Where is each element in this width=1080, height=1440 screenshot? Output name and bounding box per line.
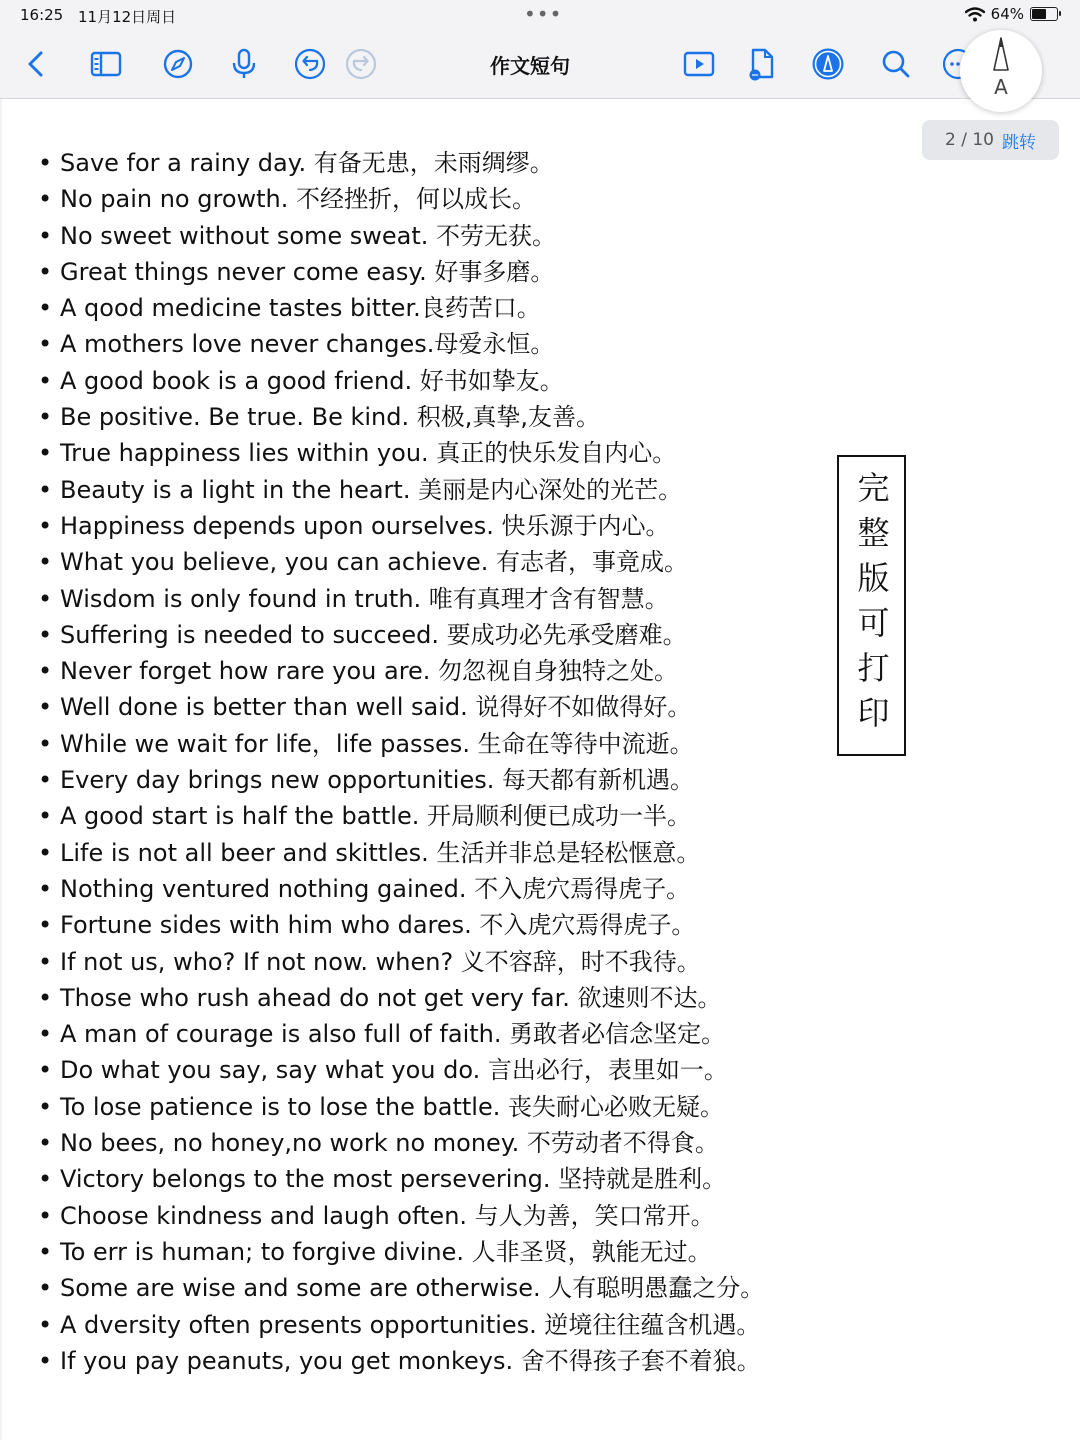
bullet-icon: • [38, 1274, 53, 1303]
bullet-icon: • [38, 1129, 53, 1158]
bullet-icon: • [38, 1092, 53, 1121]
bullet-icon: • [38, 693, 53, 722]
wifi-icon [965, 7, 985, 22]
sentence-text: A mothers love never changes.母爱永恒。 [60, 330, 555, 359]
sentence-text: If you pay peanuts, you get monkeys. 舍不得孩子套不着狼。 [60, 1346, 761, 1375]
microphone-icon[interactable] [226, 46, 262, 82]
sentence-text: No pain no growth. 不经挫折，何以成长。 [60, 185, 537, 214]
sentence-text: What you believe, you can achieve. 有志者，事竟成。 [60, 548, 688, 577]
sentence-item [38, 399, 764, 435]
bullet-icon: • [38, 439, 53, 468]
undo-icon[interactable] [292, 46, 328, 82]
sidebar-icon[interactable] [88, 46, 124, 82]
back-icon[interactable] [18, 46, 54, 82]
bullet-icon: • [38, 1237, 53, 1266]
bullet-icon: • [38, 584, 53, 613]
bullet-icon: • [38, 983, 53, 1012]
jump-button[interactable]: 跳转 [1001, 132, 1036, 153]
sentence-item [38, 181, 764, 217]
multitasking-dots-icon[interactable]: ••• [524, 2, 563, 26]
bullet-icon: • [38, 1020, 53, 1049]
sentence-item [38, 835, 764, 871]
sentence-item [38, 1270, 764, 1306]
sentence-text: Happiness depends upon ourselves. 快乐源于内心。 [60, 511, 670, 540]
status-time: 16:25 [20, 6, 64, 24]
sentence-text: No bees, no honey,no work no money. 不劳动者不得食。 [60, 1129, 719, 1158]
pencil-label: A [994, 75, 1008, 99]
sentence-item [38, 798, 764, 834]
bullet-icon: • [38, 366, 53, 395]
sentence-text: Life is not all beer and skittles. 生活并非总是轻松惬意。 [60, 838, 701, 867]
sentence-text: Never forget how rare you are. 勿忽视自身独特之处。 [60, 657, 679, 686]
status-date: 11月12日周日 [78, 8, 177, 26]
sentence-text: A qood medicine tastes bitter.良药苦口。 [60, 294, 541, 323]
sentence-item [38, 544, 764, 580]
bullet-icon: • [38, 511, 53, 540]
bullet-icon: • [38, 330, 53, 359]
sentence-item [38, 508, 764, 544]
document-share-icon[interactable] [744, 46, 780, 82]
sentence-text: Beauty is a light in the heart. 美丽是内心深处的光芒。 [60, 475, 683, 504]
sentence-text: Suffering is needed to succeed. 要成功必先承受磨难。 [60, 620, 687, 649]
bullet-icon: • [38, 729, 53, 758]
stamp-text: 完整版可打印 [852, 470, 891, 741]
sentence-text: Wisdom is only found in truth. 唯有真理才含有智慧。 [60, 584, 669, 613]
bullet-icon: • [38, 802, 53, 831]
sentence-text: To lose patience is to lose the battle. 丧失耐心必败无疑。 [60, 1092, 724, 1121]
sentence-item [38, 145, 764, 181]
sentence-item [38, 689, 764, 725]
sentence-text: A man of courage is also full of faith. 勇敢者必信念坚定。 [60, 1020, 726, 1049]
pencil-icon [960, 30, 1042, 112]
bullet-icon: • [38, 403, 53, 432]
sentence-item [38, 762, 764, 798]
sentence-item [38, 472, 764, 508]
play-icon[interactable] [681, 46, 717, 82]
sentence-item [38, 944, 764, 980]
sentence-item [38, 1125, 764, 1161]
bullet-icon: • [38, 1346, 53, 1375]
bullet-icon: • [38, 1056, 53, 1085]
bullet-icon: • [38, 1310, 53, 1339]
redo-icon[interactable] [343, 46, 379, 82]
status-right [965, 5, 1058, 23]
sentence-text: Fortune sides with him who dares. 不入虎穴焉得虎子。 [60, 911, 696, 940]
bullet-icon: • [38, 620, 53, 649]
sentence-item [38, 326, 764, 362]
bullet-icon: • [38, 838, 53, 867]
search-icon[interactable] [878, 46, 914, 82]
sentence-text: Well done is better than well said. 说得好不如做得好。 [60, 693, 692, 722]
bullet-icon: • [38, 548, 53, 577]
sentence-item [38, 290, 764, 326]
sentence-item [38, 1343, 764, 1379]
compass-icon[interactable] [160, 46, 196, 82]
sentence-text: Be positive. Be true. Be kind. 积极,真挚,友善。 [60, 403, 601, 432]
bullet-icon: • [38, 221, 53, 250]
sentence-text: To err is human; to forgive divine. 人非圣贤，孰能无过。 [60, 1237, 712, 1266]
sentence-item [38, 363, 764, 399]
pencil-badge[interactable] [960, 30, 1042, 112]
sentence-text: Some are wise and some are otherwise. 人有聪明愚蠢之分。 [60, 1274, 765, 1303]
bullet-icon: • [38, 911, 53, 940]
sentence-text: Nothing ventured nothing gained. 不入虎穴焉得虎子。 [60, 874, 691, 903]
bullet-icon: • [38, 657, 53, 686]
sentence-text: Victory belongs to the most persevering. 坚持就是胜利。 [60, 1165, 727, 1194]
sentence-text: A good start is half the battle. 开局顺利便已成功一半。 [60, 802, 691, 831]
sentence-item [38, 1234, 764, 1270]
sentence-item [38, 1161, 764, 1197]
sentence-text: Do what you say, say what you do. 言出必行，表里如一。 [60, 1056, 728, 1085]
bullet-icon: • [38, 766, 53, 795]
sentence-text: No sweet without some sweat. 不劳无获。 [60, 221, 557, 250]
status-bar [0, 0, 1080, 32]
document-title: 作文短句 [490, 54, 570, 78]
sentence-item [38, 871, 764, 907]
sentence-text: A good book is a good friend. 好书如挚友。 [60, 366, 564, 395]
sentence-item [38, 907, 764, 943]
bullet-icon: • [38, 1201, 53, 1230]
bullet-icon: • [38, 874, 53, 903]
sentence-text: Save for a rainy day. 有备无患，未雨绸缪。 [60, 149, 554, 177]
sentence-item [38, 581, 764, 617]
page-number: 2 / 10 [945, 130, 994, 150]
sentence-item [38, 1016, 764, 1052]
sentence-text: True happiness lies within you. 真正的快乐发自内心。 [60, 439, 677, 468]
sentence-text: While we wait for life，life passes. 生命在等待中流逝。 [60, 729, 694, 758]
sentence-item [38, 980, 764, 1016]
sentence-text: A dversity often presents opportunities. 逆境往往蕴含机遇。 [60, 1310, 761, 1339]
sentence-item [38, 254, 764, 290]
battery-fill [1032, 9, 1046, 19]
sentence-item [38, 726, 764, 762]
sentence-text: Choose kindness and laugh often. 与人为善，笑口常开。 [60, 1201, 715, 1230]
bullet-icon: • [38, 185, 53, 214]
sentence-item [38, 1089, 764, 1125]
page-indicator[interactable] [922, 120, 1059, 160]
sentence-text: Every day brings new opportunities. 每天都有新机遇。 [60, 766, 694, 795]
bullet-icon: • [38, 947, 53, 976]
bullet-icon: • [38, 1165, 53, 1194]
sentence-item [38, 1198, 764, 1234]
sentence-list [38, 145, 764, 1379]
sentence-item [38, 218, 764, 254]
sentence-item [38, 1307, 764, 1343]
bullet-icon: • [38, 475, 53, 504]
bullet-icon: • [38, 294, 53, 323]
sentence-item [38, 435, 764, 471]
print-stamp [837, 455, 906, 756]
sentence-text: If not us, who? If not now. when? 义不容辞，时不我待。 [60, 947, 701, 976]
sentence-text: Those who rush ahead do not get very far. 欲速则不达。 [60, 983, 722, 1012]
toolbar [0, 32, 1080, 99]
markup-pen-icon[interactable] [810, 46, 846, 82]
battery-percent: 64% [990, 5, 1024, 23]
sentence-text: Great things never come easy. 好事多磨。 [60, 257, 555, 286]
sentence-item [38, 653, 764, 689]
sentence-item [38, 1052, 764, 1088]
battery-icon [1030, 7, 1058, 21]
bullet-icon: • [38, 257, 53, 286]
sentence-item [38, 617, 764, 653]
bullet-icon: • [38, 149, 53, 177]
